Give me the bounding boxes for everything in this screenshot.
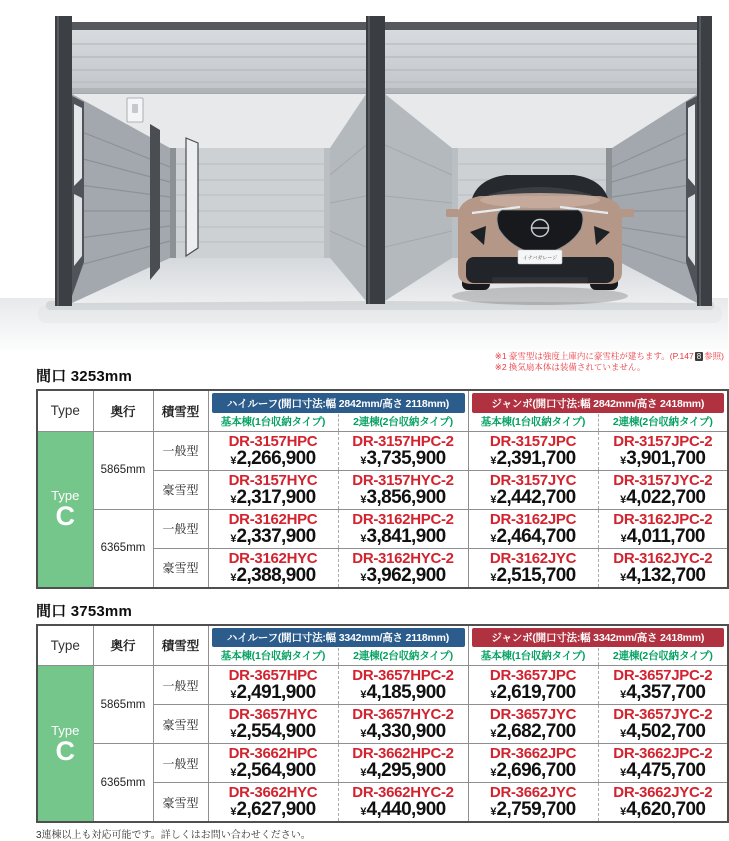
model-price-cell: DR-3162JYC ¥2,515,700 — [468, 548, 598, 588]
depth-cell: 5865mm — [93, 666, 153, 744]
section-3253 — [36, 365, 727, 589]
soft-shadow — [38, 305, 722, 323]
table-row — [37, 509, 728, 548]
col-header-type: Type — [37, 625, 93, 666]
subcol-basic: 基本棟(1台収納タイプ) — [468, 648, 598, 666]
type-c-cell: Type C — [37, 431, 93, 588]
col-header-snow: 積雪型 — [153, 625, 208, 666]
model-price-cell: DR-3162HYC ¥2,388,900 — [208, 548, 338, 588]
subcol-twin: 2連棟(2台収納タイプ) — [338, 648, 468, 666]
model-price-cell: DR-3657JYC-2 ¥4,502,700 — [598, 705, 728, 744]
model-price-cell: DR-3162JPC-2 ¥4,011,700 — [598, 509, 728, 548]
col-header-type: Type — [37, 390, 93, 431]
model-price-cell: DR-3162JYC-2 ¥4,132,700 — [598, 548, 728, 588]
model-price-cell: DR-3662HYC-2 ¥4,440,900 — [338, 783, 468, 823]
model-price-cell: DR-3157HPC-2 ¥3,735,900 — [338, 431, 468, 470]
model-price-cell: DR-3157HYC-2 ¥3,856,900 — [338, 470, 468, 509]
model-price-cell: DR-3157JPC ¥2,391,700 — [468, 431, 598, 470]
footnote-1: ※1 豪雪型は強度上庫内に豪雪柱が建ちます。(P.147 8 参照) — [494, 351, 724, 361]
model-price-cell: DR-3657JYC ¥2,682,700 — [468, 705, 598, 744]
snow-cell: 一般型 — [153, 744, 208, 783]
subcol-basic: 基本棟(1台収納タイプ) — [468, 414, 598, 432]
section-3753 — [36, 600, 727, 824]
jumbo-banner-cell — [468, 625, 728, 649]
snow-cell: 豪雪型 — [153, 548, 208, 588]
table-row — [37, 431, 728, 470]
jumbo-banner: ジャンボ(開口寸法:幅 3342mm/高さ 2418mm) — [472, 628, 725, 648]
license-plate-text: イナバガレージ — [522, 255, 558, 262]
model-price-cell: DR-3157HYC ¥2,317,900 — [208, 470, 338, 509]
subcol-twin: 2連棟(2台収納タイプ) — [338, 414, 468, 432]
model-price-cell: DR-3162JPC ¥2,464,700 — [468, 509, 598, 548]
model-price-cell: DR-3657JPC-2 ¥4,357,700 — [598, 666, 728, 705]
right-bay — [385, 94, 697, 305]
model-price-cell: DR-3657HPC ¥2,491,900 — [208, 666, 338, 705]
model-price-cell: DR-3162HPC-2 ¥3,841,900 — [338, 509, 468, 548]
tall-window — [186, 138, 198, 256]
left-bay — [72, 94, 366, 303]
model-price-cell: DR-3657HYC ¥2,554,900 — [208, 705, 338, 744]
hiroof-banner-cell — [208, 390, 468, 414]
model-price-cell: DR-3657JPC ¥2,619,700 — [468, 666, 598, 705]
hiroof-banner: ハイルーフ(開口寸法:幅 2842mm/高さ 2118mm) — [212, 393, 465, 413]
section-title: 間口 3753mm — [36, 602, 133, 620]
type-c-cell: Type C — [37, 666, 93, 823]
snow-cell: 豪雪型 — [153, 705, 208, 744]
page-ref-badge: 8 — [696, 352, 702, 361]
snow-cell: 一般型 — [153, 509, 208, 548]
car-mirror-right — [621, 209, 634, 217]
snow-cell: 豪雪型 — [153, 470, 208, 509]
hiroof-banner: ハイルーフ(開口寸法:幅 3342mm/高さ 2118mm) — [212, 628, 465, 648]
table-row — [37, 744, 728, 783]
wall-frame-post — [150, 124, 160, 280]
table-row — [37, 666, 728, 705]
hiroof-banner-cell — [208, 625, 468, 649]
snow-cell: 豪雪型 — [153, 783, 208, 823]
col-header-snow: 積雪型 — [153, 390, 208, 431]
price-table-3753 — [36, 624, 729, 824]
jumbo-banner: ジャンボ(開口寸法:幅 2842mm/高さ 2418mm) — [472, 393, 725, 413]
price-table-3253 — [36, 389, 729, 589]
depth-cell: 6365mm — [93, 744, 153, 823]
footnotes — [495, 351, 724, 373]
model-price-cell: DR-3662JPC ¥2,696,700 — [468, 744, 598, 783]
model-price-cell: DR-3662JYC-2 ¥4,620,700 — [598, 783, 728, 823]
model-price-cell: DR-3162HPC ¥2,337,900 — [208, 509, 338, 548]
model-price-cell: DR-3662HPC-2 ¥4,295,900 — [338, 744, 468, 783]
product-photo — [0, 0, 728, 350]
model-price-cell: DR-3157JYC ¥2,442,700 — [468, 470, 598, 509]
model-price-cell: DR-3657HPC-2 ¥4,185,900 — [338, 666, 468, 705]
model-price-cell: DR-3657HYC-2 ¥4,330,900 — [338, 705, 468, 744]
jumbo-banner-cell — [468, 390, 728, 414]
model-price-cell: DR-3157JYC-2 ¥4,022,700 — [598, 470, 728, 509]
subcol-basic: 基本棟(1台収納タイプ) — [208, 414, 338, 432]
snow-cell: 一般型 — [153, 666, 208, 705]
model-price-cell: DR-3662JPC-2 ¥4,475,700 — [598, 744, 728, 783]
subcol-twin: 2連棟(2台収納タイプ) — [598, 414, 728, 432]
garage-render — [0, 0, 728, 350]
model-price-cell: DR-3662HYC ¥2,627,900 — [208, 783, 338, 823]
model-price-cell: DR-3662JYC ¥2,759,700 — [468, 783, 598, 823]
model-price-cell: DR-3662HPC ¥2,564,900 — [208, 744, 338, 783]
snow-cell: 一般型 — [153, 431, 208, 470]
footnote-2: ※2 換気扇本体は装備されていません。 — [494, 362, 646, 372]
model-price-cell: DR-3157JPC-2 ¥3,901,700 — [598, 431, 728, 470]
depth-cell: 5865mm — [93, 431, 153, 509]
model-price-cell: DR-3157HPC ¥2,266,900 — [208, 431, 338, 470]
car-mirror-left — [446, 209, 459, 217]
subcol-twin: 2連棟(2台収納タイプ) — [598, 648, 728, 666]
col-header-depth: 奥行 — [93, 625, 153, 666]
model-price-cell: DR-3162HYC-2 ¥3,962,900 — [338, 548, 468, 588]
col-header-depth: 奥行 — [93, 390, 153, 431]
depth-cell: 6365mm — [93, 509, 153, 588]
subcol-basic: 基本棟(1台収納タイプ) — [208, 648, 338, 666]
footer-note: 3連棟以上も対応可能です。詳しくはお問い合わせください。 — [36, 830, 311, 841]
section-title: 間口 3253mm — [36, 368, 133, 385]
